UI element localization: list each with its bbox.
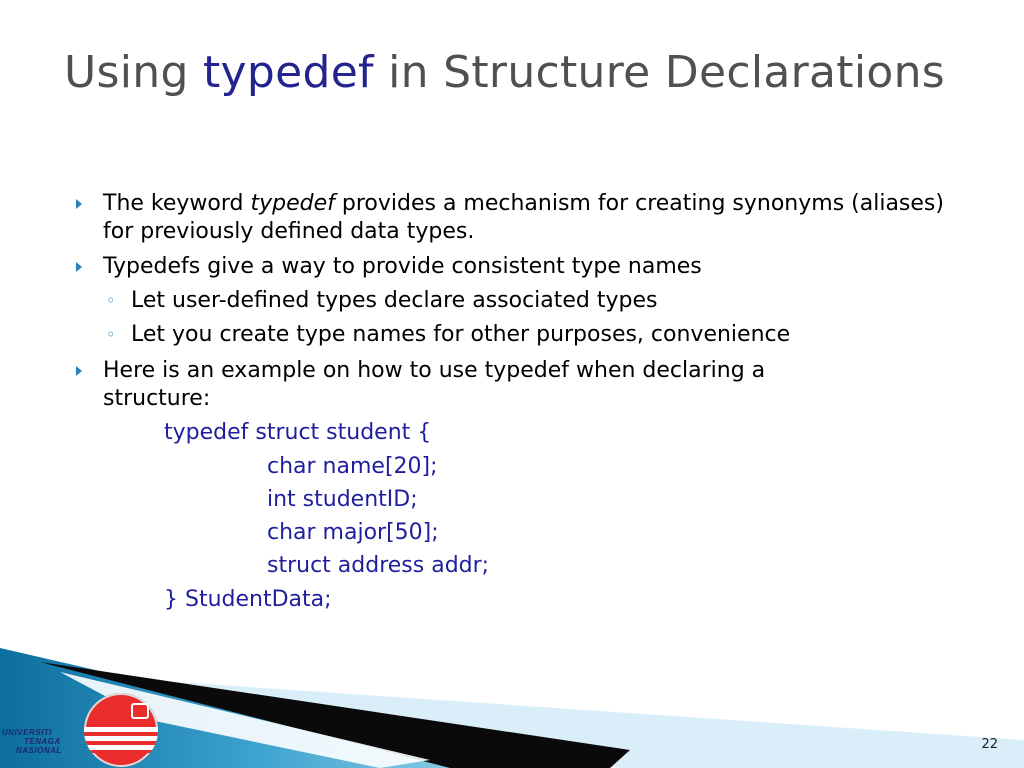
sub-bullet-item-associated-types [106, 287, 931, 315]
triangle-bullet-icon [76, 366, 82, 376]
university-logo [84, 693, 158, 767]
circle-bullet-icon: ◦ [106, 291, 116, 310]
code-line-6: } StudentData; [164, 587, 332, 612]
code-line-5: struct address addr; [267, 553, 490, 578]
sub-bullet-text: Let you create type names for other purposes, convenience [131, 322, 791, 347]
triangle-bullet-icon [76, 262, 82, 272]
title-keyword: typedef [202, 47, 374, 98]
triangle-bullet-icon [76, 199, 82, 209]
bullet-item-example [103, 357, 863, 413]
bullet-text: provides a mechanism for creating synonyms (aliases) for previously defined data types. [103, 191, 944, 244]
university-name-line: NASIONAL [16, 746, 62, 755]
bullet-text: The keyword [103, 191, 251, 216]
bullet-emphasis: typedef [250, 191, 335, 216]
bullet-text: Typedefs give a way to provide consistent type names [103, 254, 702, 279]
code-line-2: char name[20]; [267, 454, 438, 479]
code-line-3: int studentID; [267, 487, 418, 512]
university-name [2, 728, 62, 755]
sub-bullet-item-convenience [106, 321, 931, 349]
title-part2: in Structure Declarations [373, 47, 946, 98]
code-line-1: typedef struct student { [164, 420, 432, 445]
university-name-line: TENAGA [24, 737, 61, 746]
code-line-4: char major[50]; [267, 520, 439, 545]
page-number: 22 [981, 737, 998, 752]
circle-bullet-icon: ◦ [106, 325, 116, 344]
university-name-line: UNIVERSITI [2, 728, 52, 737]
bullet-item-consistent-names [103, 253, 953, 281]
bullet-text: Here is an example on how to use typedef when declaring a structure: [103, 358, 766, 411]
logo-emblem-icon [131, 703, 149, 719]
bullet-item-typedef-keyword [103, 190, 953, 246]
logo-stripes [84, 727, 158, 753]
sub-bullet-text: Let user-defined types declare associated types [131, 288, 658, 313]
title-part1: Using [64, 47, 203, 98]
